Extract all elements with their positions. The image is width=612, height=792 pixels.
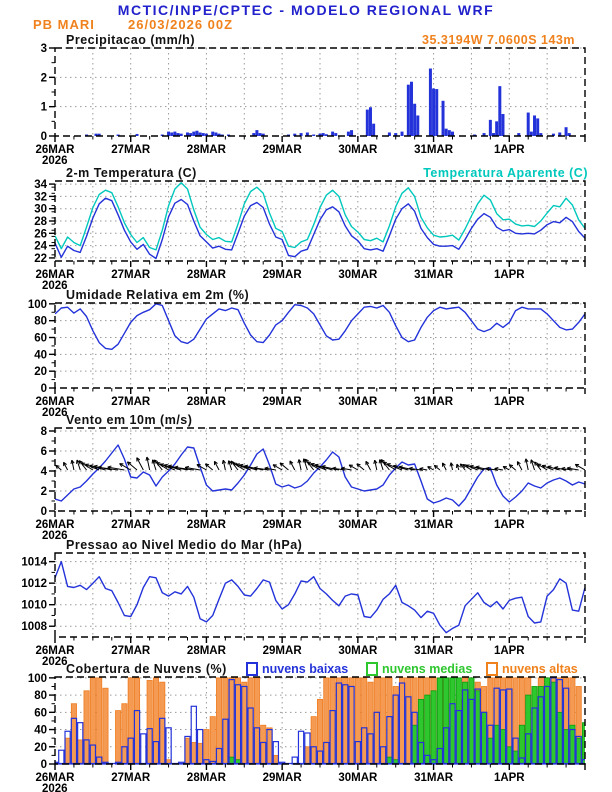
panel-title-wind: Vento em 10m (m/s) xyxy=(66,413,193,427)
svg-text:1APR: 1APR xyxy=(493,396,525,408)
svg-text:20: 20 xyxy=(34,366,47,379)
svg-text:26MAR: 26MAR xyxy=(35,396,75,408)
svg-text:27MAR: 27MAR xyxy=(111,772,151,784)
legend-box-baixas-icon xyxy=(246,662,258,676)
svg-text:100: 100 xyxy=(27,672,47,685)
svg-text:29MAR: 29MAR xyxy=(262,144,302,156)
legend-label-altas: nuvens altas xyxy=(502,662,578,676)
svg-text:2026: 2026 xyxy=(42,280,68,292)
svg-text:40: 40 xyxy=(34,724,47,737)
svg-text:30MAR: 30MAR xyxy=(338,144,378,156)
svg-text:34: 34 xyxy=(34,179,47,192)
svg-text:1014: 1014 xyxy=(21,556,47,569)
svg-text:60: 60 xyxy=(34,707,47,720)
svg-text:1APR: 1APR xyxy=(493,519,525,531)
svg-text:31MAR: 31MAR xyxy=(414,772,454,784)
svg-text:26MAR: 26MAR xyxy=(35,772,75,784)
panel-title-precipitation: Precipitacao (mm/h) xyxy=(66,33,195,47)
svg-text:28: 28 xyxy=(34,216,47,228)
run-datetime-label: 26/03/2026 00Z xyxy=(128,17,234,32)
svg-text:2026: 2026 xyxy=(42,155,68,167)
panel-title-humidity: Umidade Relativa em 2m (%) xyxy=(66,288,250,302)
svg-text:1008: 1008 xyxy=(21,621,47,634)
svg-text:31MAR: 31MAR xyxy=(414,269,454,281)
svg-text:31MAR: 31MAR xyxy=(414,519,454,531)
svg-text:1012: 1012 xyxy=(21,578,47,591)
svg-text:30: 30 xyxy=(34,203,47,216)
svg-text:28MAR: 28MAR xyxy=(186,519,226,531)
legend-nuvens-baixas xyxy=(246,662,348,676)
svg-text:31MAR: 31MAR xyxy=(414,396,454,408)
svg-text:30MAR: 30MAR xyxy=(338,396,378,408)
svg-text:2026: 2026 xyxy=(42,656,68,668)
svg-text:27MAR: 27MAR xyxy=(111,396,151,408)
svg-text:28MAR: 28MAR xyxy=(186,772,226,784)
svg-text:2026: 2026 xyxy=(42,783,68,792)
svg-text:2026: 2026 xyxy=(42,407,68,419)
svg-text:29MAR: 29MAR xyxy=(262,396,302,408)
svg-text:27MAR: 27MAR xyxy=(111,269,151,281)
svg-text:2: 2 xyxy=(40,486,47,498)
svg-text:20: 20 xyxy=(34,741,47,754)
svg-text:30MAR: 30MAR xyxy=(338,645,378,657)
svg-text:32: 32 xyxy=(34,191,47,204)
svg-text:30MAR: 30MAR xyxy=(338,269,378,281)
svg-text:27MAR: 27MAR xyxy=(111,144,151,156)
svg-text:29MAR: 29MAR xyxy=(262,269,302,281)
legend-box-altas-icon xyxy=(486,662,498,676)
svg-text:0: 0 xyxy=(40,506,47,518)
station-coordinates-label: 35.3194W 7.0600S 143m xyxy=(422,33,575,47)
legend-box-medias-icon xyxy=(366,662,378,676)
svg-text:29MAR: 29MAR xyxy=(262,772,302,784)
svg-text:26MAR: 26MAR xyxy=(35,519,75,531)
svg-text:31MAR: 31MAR xyxy=(414,144,454,156)
svg-text:31MAR: 31MAR xyxy=(414,645,454,657)
svg-text:29MAR: 29MAR xyxy=(262,645,302,657)
svg-text:27MAR: 27MAR xyxy=(111,519,151,531)
svg-text:2026: 2026 xyxy=(42,530,68,542)
svg-text:0: 0 xyxy=(40,383,47,395)
legend-label-baixas: nuvens baixas xyxy=(262,662,349,676)
svg-text:80: 80 xyxy=(34,690,47,703)
svg-text:28MAR: 28MAR xyxy=(186,269,226,281)
svg-text:6: 6 xyxy=(40,446,47,458)
svg-text:28MAR: 28MAR xyxy=(186,396,226,408)
svg-text:4: 4 xyxy=(40,466,47,478)
svg-text:24: 24 xyxy=(34,240,47,253)
svg-text:1APR: 1APR xyxy=(493,144,525,156)
svg-text:30MAR: 30MAR xyxy=(338,519,378,531)
svg-text:8: 8 xyxy=(40,426,47,438)
svg-text:3: 3 xyxy=(40,43,47,55)
svg-text:0: 0 xyxy=(40,759,47,771)
svg-text:1APR: 1APR xyxy=(493,269,525,281)
page-title: MCTIC/INPE/CPTEC - MODELO REGIONAL WRF xyxy=(117,2,495,18)
svg-text:80: 80 xyxy=(34,315,47,328)
svg-text:1: 1 xyxy=(40,101,47,114)
svg-text:0: 0 xyxy=(40,131,47,143)
svg-text:30MAR: 30MAR xyxy=(338,772,378,784)
svg-text:1APR: 1APR xyxy=(493,772,525,784)
svg-text:26MAR: 26MAR xyxy=(35,269,75,281)
svg-text:26MAR: 26MAR xyxy=(35,645,75,657)
svg-text:60: 60 xyxy=(34,332,47,345)
svg-text:29MAR: 29MAR xyxy=(262,519,302,531)
legend-nuvens-medias xyxy=(366,662,472,676)
panel-title-temperature: 2-m Temperatura (C) xyxy=(66,166,197,180)
svg-text:2: 2 xyxy=(40,72,47,85)
legend-nuvens-altas xyxy=(486,662,578,676)
svg-text:100: 100 xyxy=(27,298,47,311)
panel-title-apparent-temperature: Temperatura Aparente (C) xyxy=(423,166,588,180)
svg-text:26: 26 xyxy=(34,228,47,241)
panel-title-clouds: Cobertura de Nuvens (%) xyxy=(66,662,227,676)
panel-title-pressure: Pressao ao Nivel Medio do Mar (hPa) xyxy=(66,538,303,552)
svg-text:1APR: 1APR xyxy=(493,645,525,657)
svg-text:27MAR: 27MAR xyxy=(111,645,151,657)
station-label: PB MARI xyxy=(33,17,95,32)
svg-text:40: 40 xyxy=(34,349,47,362)
svg-text:28MAR: 28MAR xyxy=(186,645,226,657)
svg-text:28MAR: 28MAR xyxy=(186,144,226,156)
svg-text:22: 22 xyxy=(34,252,47,265)
svg-text:26MAR: 26MAR xyxy=(35,144,75,156)
svg-text:1010: 1010 xyxy=(21,599,47,612)
legend-label-medias: nuvens medias xyxy=(382,662,473,676)
